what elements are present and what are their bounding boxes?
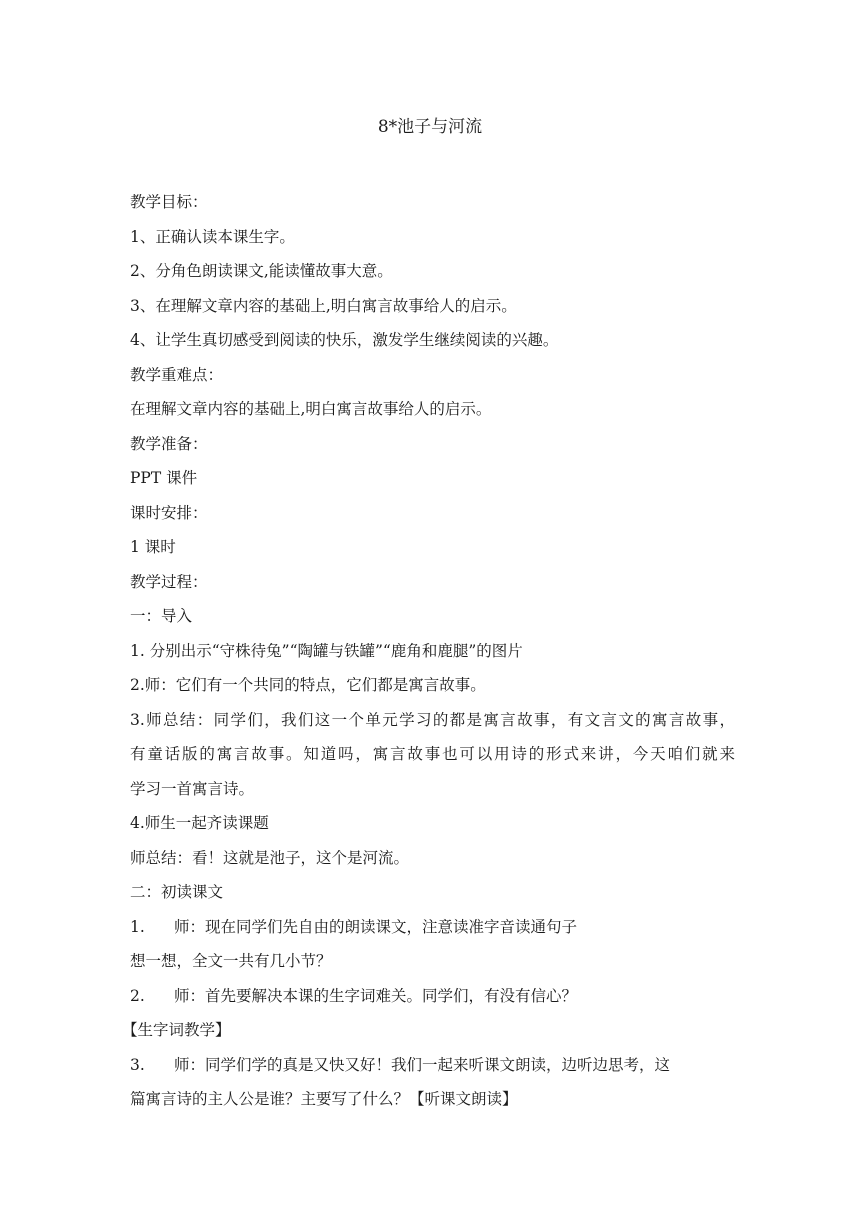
part1-summary: 师总结：看！这就是池子，这个是河流。 [130, 848, 410, 867]
step-text: 师：现在同学们先自由的朗读课文，注意读准字音读通句子 [174, 917, 578, 936]
step-text: 师：同学们学的真是又快又好！我们一起来听课文朗读，边听边思考，这 [174, 1055, 671, 1074]
step-number: 1. [130, 917, 145, 936]
vocab-note: 【生字词教学】 [122, 1021, 231, 1039]
process-heading: 教学过程： [130, 572, 208, 591]
goal-item-1: 1、正确认读本课生字。 [130, 227, 295, 246]
document-title: 8*池子与河流 [377, 117, 483, 137]
part2-heading: 二：初读课文 [130, 883, 224, 901]
step-text: 师：首先要解决本课的生字词难关。同学们，有没有信心？ [174, 986, 578, 1005]
prep-heading: 教学准备： [130, 434, 208, 453]
part2-step-2 [130, 979, 735, 1014]
key-text: 在理解文章内容的基础上,明白寓言故事给人的启示。 [130, 400, 492, 418]
part1-step-3-line-3: 学习一首寓言诗。 [130, 779, 255, 798]
part2-step-1 [130, 910, 735, 945]
part1-heading: 一：导入 [130, 607, 193, 625]
part1-step-3-line-2: 有童话版的寓言故事。知道吗，寓言故事也可以用诗的形式来讲，今天咱们就来 [130, 745, 735, 763]
prep-text: PPT 课件 [130, 469, 198, 487]
goal-item-4: 4、让学生真切感受到阅读的快乐，激发学生继续阅读的兴趣。 [130, 331, 559, 349]
time-heading: 课时安排： [130, 503, 208, 522]
part1-step-1: 1. 分别出示“守株待兔”“陶罐与铁罐”“鹿角和鹿腿”的图片 [130, 641, 523, 660]
part1-step-4: 4.师生一起齐读课题 [130, 814, 269, 832]
goal-item-2: 2、分角色朗读课文,能读懂故事大意。 [130, 262, 393, 280]
step-number: 2. [130, 986, 145, 1005]
key-heading: 教学重难点： [130, 365, 224, 384]
part1-step-3-line-1: 3.师总结：同学们，我们这一个单元学习的都是寓言故事，有文言文的寓言故事， [130, 710, 735, 729]
part2-step-3 [130, 1048, 735, 1083]
part2-step-3-cont: 篇寓言诗的主人公是谁？主要写了什么？【听课文朗读】 [130, 1090, 518, 1108]
document-body [122, 185, 735, 1117]
step-number: 3. [130, 1055, 145, 1074]
goal-item-3: 3、在理解文章内容的基础上,明白寓言故事给人的启示。 [130, 296, 517, 315]
goal-heading: 教学目标： [130, 193, 208, 211]
part2-step-1-cont: 想一想，全文一共有几小节？ [130, 952, 332, 970]
time-text: 1 课时 [130, 538, 176, 556]
part1-step-2: 2.师：它们有一个共同的特点，它们都是寓言故事。 [130, 676, 486, 694]
